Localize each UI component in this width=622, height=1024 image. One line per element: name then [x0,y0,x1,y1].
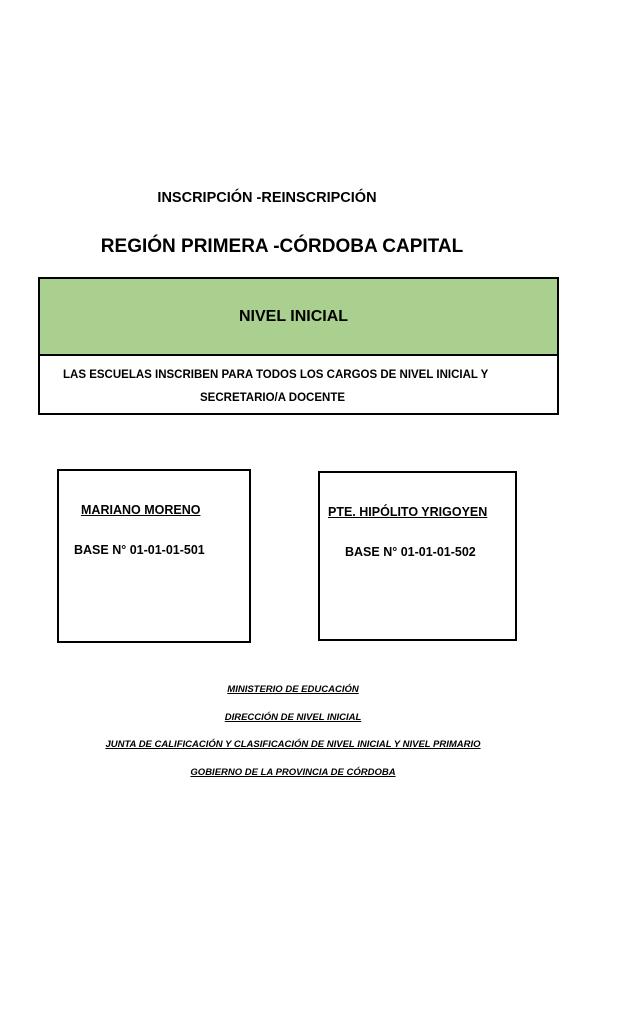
school-name: PTE. HIPÓLITO YRIGOYEN [328,505,488,519]
school-name: MARIANO MORENO [81,503,201,517]
school-base-number: BASE N° 01-01-01-501 [74,543,205,557]
footer-gobierno: GOBIERNO DE LA PROVINCIA DE CÓRDOBA [190,767,396,778]
nivel-inicial-box [38,277,559,415]
nivel-description-line-1: LAS ESCUELAS INSCRIBEN PARA TODOS LOS CARGOS DE NIVEL INICIAL Y [63,369,489,381]
document-title: REGIÓN PRIMERA -CÓRDOBA CAPITAL [100,236,464,257]
nivel-description-line-2: SECRETARIO/A DOCENTE [200,392,346,404]
school-card-hipolito-yrigoyen [318,471,517,641]
school-base-number: BASE N° 01-01-01-502 [345,545,476,559]
document-subtitle: INSCRIPCIÓN -REINSCRIPCIÓN [157,190,377,206]
footer-junta: JUNTA DE CALIFICACIÓN Y CLASIFICACIÓN DE NIVEL INICIAL Y NIVEL PRIMARIO [105,739,481,750]
school-card-mariano-moreno [57,469,251,643]
footer-ministerio: MINISTERIO DE EDUCACIÓN [227,684,359,695]
nivel-description [40,356,557,410]
footer-direccion: DIRECCIÓN DE NIVEL INICIAL [224,712,362,723]
nivel-header: NIVEL INICIAL [40,279,557,356]
